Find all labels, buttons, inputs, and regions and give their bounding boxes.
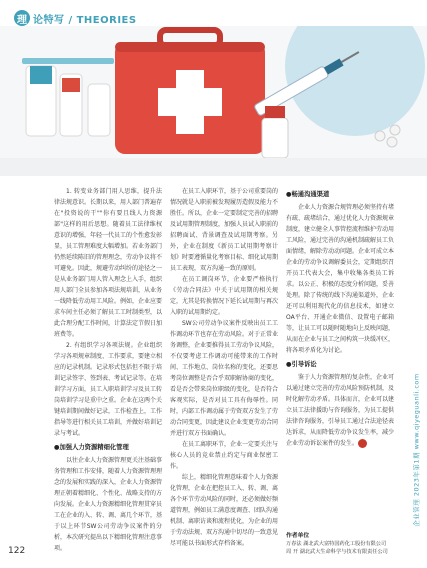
- article-paragraph: 2. 有组织学习各项法规。企业组织学习各项规章制度、工作要求，要建立相应的记录机制。记录形式包括但不限于培训记录签字、签到表、考试记录等。在培训学习方面，员工入职培训学习及员工转岗培训学习是重中之重。企业在这两个关键培训期间做好记录，工作检查上，工作指导等进行相关员工培训，并做好培训记录与考试。: [54, 342, 163, 437]
- section-title: 论特写 / THEORIES: [33, 14, 137, 26]
- author-title: 作者单位: [286, 533, 310, 539]
- article-paragraph: [286, 372, 394, 449]
- article-paragraph: 在员工调岗环节，企业要严格执行《劳动合同法》中关于试用期的相关规定，尤其是转换情况下延长试用期与再次入职的试用期约定。: [170, 276, 279, 316]
- article-paragraph-text: 鉴于人力资源管理的复杂性，企业可以通过建立完善的劳动风险预防机制，及时化解劳动矛盾。具体而言，企业可以建立员工法律援助与咨询服务，为员工提供法律咨询服务，引导员工通过合法途径表达诉求，从而降低劳动争议发生率，减少企业劳动诉讼案件的发生。: [286, 374, 395, 447]
- article-paragraph: 企业人力资源合规管理必须坚持有堵有疏、疏堵结合，通过优化人力资源规章制度，建立健全人事管控流程维护劳动用工风险，通过完善的沟通机制疏解员工负面情绪，解除劳动动问题。企业可成立本企业的劳动争议调解委员会，定期组织召开员工代表大会，集中收集各类员工诉求。以公正、积极的态度分析问题，妥善处理。除了传统的线下沟通渠道外，企业还可以利用现代化的信息技术，如建立OA平台、开通企业微信、设置电子邮箱等，让员工可以随时随地向上反映问题，从而在企业与员工之间构筑一块缓冲区，将各项矛盾化为讨论。: [286, 204, 395, 354]
- article-paragraph: SW公司劳动争议案件反映出员工工作调动环节也存在劳动风险。对于正常业务调整，企业要推得员工劳动争议风险，不仅要考虑工作调动可能带来的工作时间、工作地点、岗位名称的变化，还要思考岗位调整是否合乎双职解协商的变化，看是否会带来岗位职级的变化，是否符合客观实际，是否对员工具有侮辱性。同时，内部工作调动属于劳资双方发生了劳动合同变更，因此建议企业变更劳动合同并进行双方书面确认。: [170, 320, 279, 437]
- author-line: 万春法 湖北武大富特国药化工股份有限公司: [286, 541, 387, 547]
- article-paragraph: 在员工离职环节，企业一定要关注与核心人员的竞业禁止约定与商业保密工作。: [170, 441, 279, 470]
- article-subheading: ●加强人力资源精细化管理: [54, 444, 129, 451]
- article-subheading: ●引导诉讼: [286, 361, 317, 368]
- article-paragraph: 综上，精细化管理意味着个人力资源化管理，企业在把控员工入、转、调、离各个环节劳动风险的同时，还必须做好频道管理，例如员工满意度调查、团队沟通机制、离职访谈和流程优化，为企业的用于劳动法规、双方沟通中切尽的一致意见尽可能以书面形式存档备案。: [170, 474, 279, 547]
- page-number: 122: [8, 546, 26, 556]
- article-paragraph: 在员工入职环节，基于公司重要岗的情况就是入职前被发现履历造假及能力不胜任。所以，企业一定要制定完善的招聘及试用期管理制度，加强人员试入职前的招聘面试、背景调查及试用期考察。另外，企业在制度《新员工试用期考察计划》时要遵循量化考察目标、细化试用期员工表现，双方沟通一致的原则。: [170, 188, 279, 272]
- section-badge: 理: [14, 10, 30, 26]
- sidebar-brand: [407, 340, 425, 560]
- section-header: [14, 8, 137, 28]
- medical-kit-illustration: [0, 26, 427, 176]
- sidebar-brand-text: 企业管理 2023年第1期 www.qiyeguanli.com: [412, 373, 421, 527]
- author-line: 周 开 湖北武大生命科学与技术有限责任公司: [286, 549, 388, 555]
- article-paragraph: 1. 转变业务部门用人思维，提升法律法规意识。长期以来，用人部门普遍存在"投资说的干""你有要且线人力资源部"这样的用后思想。随着员工法律维权意识的增强，年轻一代员工的个性愈发彰显，员工管理难度大幅增加。若业务部门仍然延续陈旧的管理理念，劳动争议将不可避免。因此，规避劳动纠纷的途径之一是从业务部门用人管入理念上入手，组织用人部门全员参加各项法规培训，从业务一线降低劳动用工风险。例如，企业应要求车间主任必须了解员工工时制类型，以此合理分配工作时间，计算法定节假日加班费等。: [54, 188, 163, 338]
- article-paragraph: 以往企业人力资源管理更关注基础事务管理和工作安排，随着人力资源管理理念的发展和实践的深入，企业人力资源管理正朝着精细化、个性化、战略支持的方向发展。企业人力资源精细化管理贯穿员工在企业的入、转、调、离几个环节，基于以上环节SW公司劳动争议案件的分析，本次研究提出以下精细化管理注意事项。: [54, 457, 163, 552]
- article-column-3: [286, 186, 394, 532]
- article-column-1: [54, 186, 163, 552]
- end-mark-icon: 中: [358, 439, 367, 448]
- author-info: [286, 532, 406, 556]
- article-column-2: [170, 186, 279, 547]
- article-subheading: ●畅通沟通渠道: [286, 191, 330, 198]
